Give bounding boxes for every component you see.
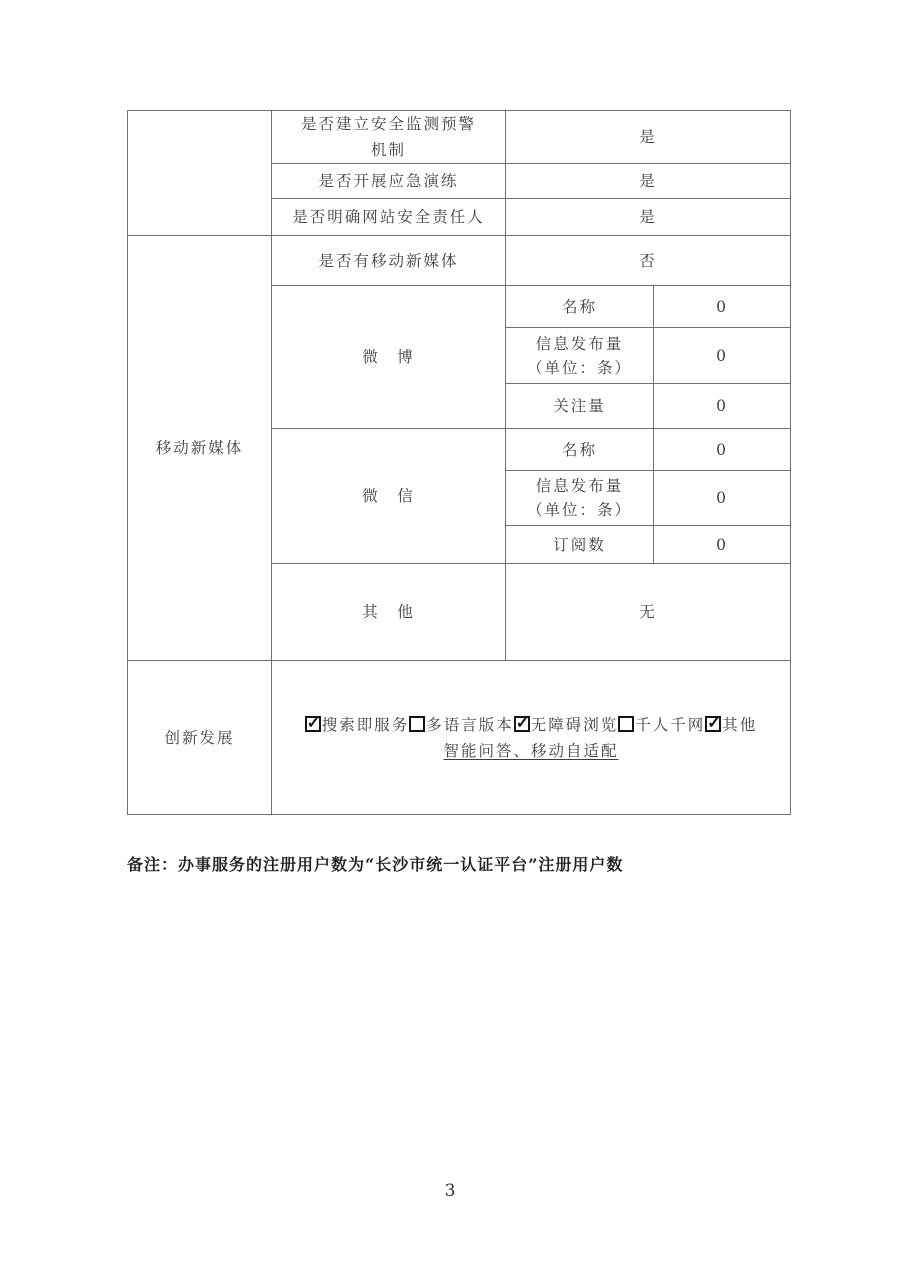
wechat-cell: 微 信 bbox=[272, 429, 506, 564]
wechat-name-value: 0 bbox=[654, 429, 791, 471]
section-cell-innovation: 创新发展 bbox=[128, 661, 272, 815]
security-answer-cell: 是 bbox=[506, 111, 791, 164]
weibo-followers-label: 关注量 bbox=[506, 384, 654, 429]
section-cell-mobile-media: 移动新媒体 bbox=[128, 236, 272, 661]
checkbox-label: 无障碍浏览 bbox=[530, 715, 619, 734]
security-question-cell: 是否开展应急演练 bbox=[272, 164, 506, 199]
innovation-checkbox-4 bbox=[705, 716, 757, 734]
weibo-posts-value: 0 bbox=[654, 328, 791, 384]
innovation-checkbox-0 bbox=[305, 716, 410, 734]
wechat-posts-label: 信息发布量 bbox=[535, 477, 624, 495]
checkbox-checked-icon bbox=[514, 716, 530, 732]
footnote: 备注：办事服务的注册用户数为“长沙市统一认证平台”注册用户数 bbox=[127, 855, 624, 874]
checkbox-unchecked-icon bbox=[618, 716, 634, 732]
security-question-label: 是否建立安全监测预警机制 bbox=[300, 115, 476, 159]
wechat-posts-unit: （单位：条） bbox=[526, 501, 632, 519]
table-row bbox=[128, 111, 791, 164]
innovation-checkbox-2 bbox=[514, 716, 619, 734]
innovation-checkbox-1 bbox=[409, 716, 514, 734]
weibo-followers-value: 0 bbox=[654, 384, 791, 429]
security-question-cell: 是否明确网站安全责任人 bbox=[272, 199, 506, 236]
weibo-posts-label-cell bbox=[506, 328, 654, 384]
innovation-other-detail: 智能问答、移动自适配 bbox=[443, 741, 619, 760]
innovation-checkbox-line bbox=[272, 712, 790, 738]
has-mobile-question-cell: 是否有移动新媒体 bbox=[272, 236, 506, 286]
wechat-posts-value: 0 bbox=[654, 471, 791, 526]
other-media-label: 其 他 bbox=[272, 564, 506, 661]
checkbox-label: 其他 bbox=[722, 715, 758, 734]
section-cell-empty bbox=[128, 111, 272, 236]
wechat-subscribers-label: 订阅数 bbox=[506, 526, 654, 564]
innovation-content-cell bbox=[272, 661, 791, 815]
weibo-posts-label: 信息发布量 bbox=[535, 334, 624, 353]
weibo-name-value: 0 bbox=[654, 286, 791, 328]
weibo-posts-unit: （单位：条） bbox=[526, 358, 632, 377]
weibo-cell: 微 博 bbox=[272, 286, 506, 429]
security-question-cell bbox=[272, 111, 506, 164]
checkbox-label: 搜索即服务 bbox=[321, 715, 410, 734]
page-number: 3 bbox=[444, 1181, 456, 1201]
checkbox-checked-icon bbox=[305, 716, 321, 732]
table-row bbox=[128, 661, 791, 815]
wechat-name-label: 名称 bbox=[506, 429, 654, 471]
wechat-subscribers-value: 0 bbox=[654, 526, 791, 564]
checkbox-label: 多语言版本 bbox=[426, 715, 514, 734]
weibo-name-label: 名称 bbox=[506, 286, 654, 328]
checkbox-checked-icon bbox=[705, 716, 721, 732]
checkbox-label: 千人千网 bbox=[635, 715, 706, 734]
checkbox-unchecked-icon bbox=[409, 716, 425, 732]
innovation-checkbox-3 bbox=[618, 716, 705, 734]
annual-report-table bbox=[127, 110, 791, 815]
table-row bbox=[128, 236, 791, 286]
has-mobile-answer-cell: 否 bbox=[506, 236, 791, 286]
security-answer-cell: 是 bbox=[506, 164, 791, 199]
wechat-posts-label-cell bbox=[506, 471, 654, 526]
other-media-value: 无 bbox=[506, 564, 791, 661]
security-answer-cell: 是 bbox=[506, 199, 791, 236]
